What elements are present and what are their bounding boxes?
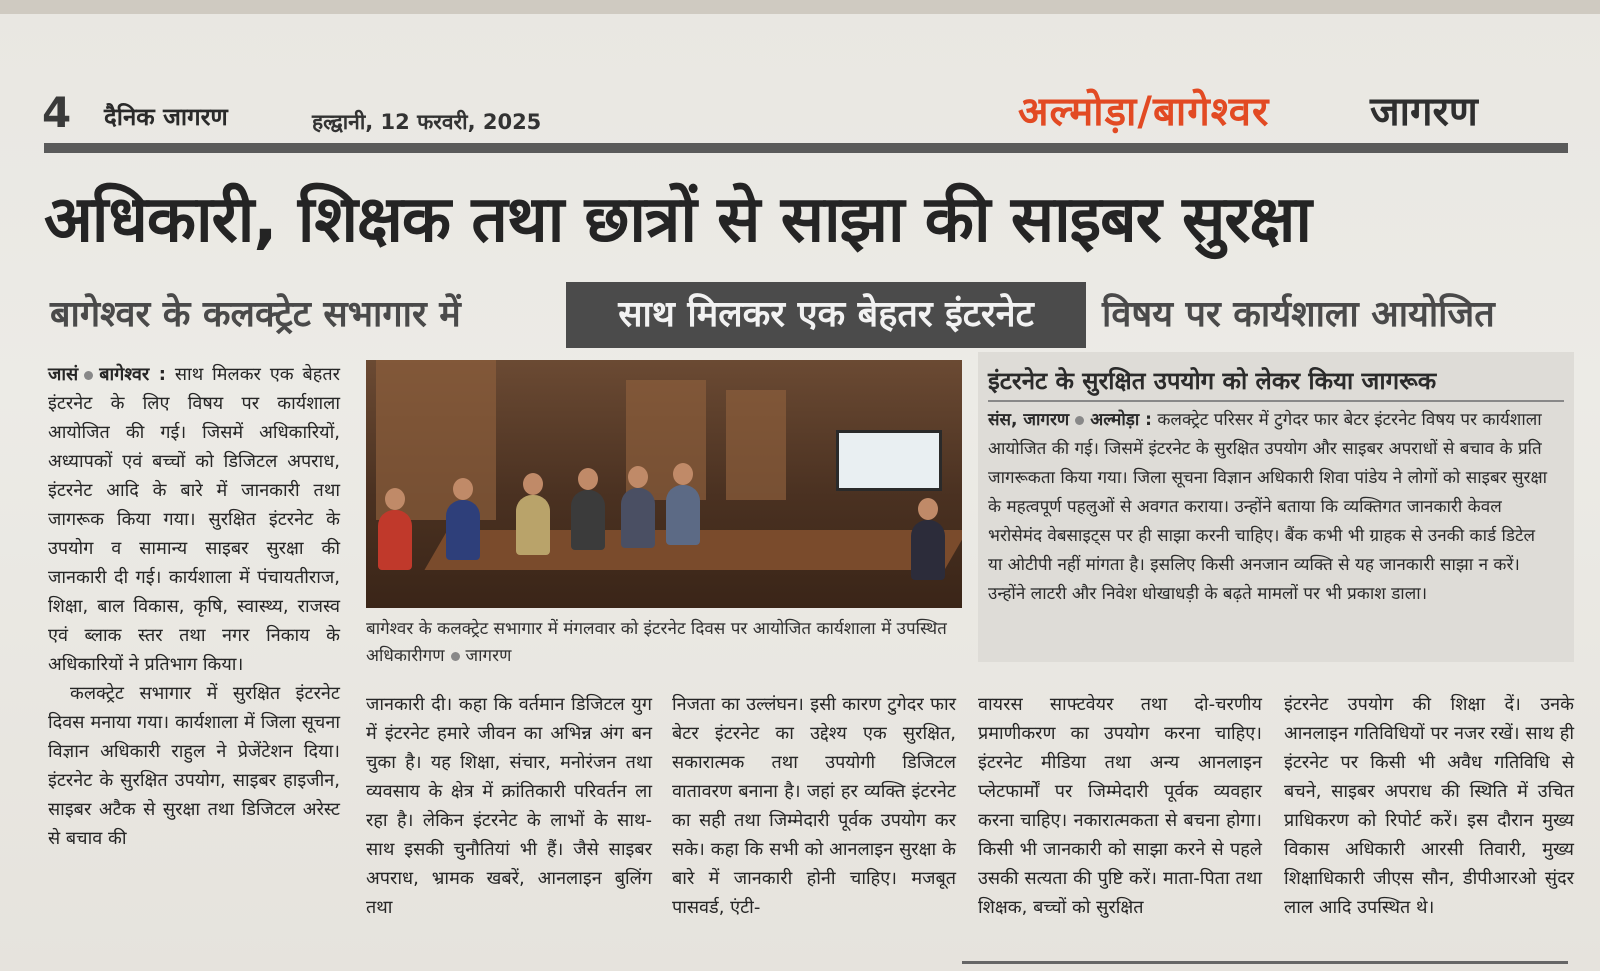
paper-name: दैनिक जागरण — [104, 103, 228, 131]
article-column-3: निजता का उल्लंघन। इसी कारण टुगेदर फार बेटर इंटरनेट का उद्देश्य एक सुरक्षित, सकारात्मक तथा उपयोगी डिजिटल वातावरण बनाना है। जहां हर व्यक्ति इंटरनेट का सही तथा जिम्मेदारी पूर्वक उपयोग कर सके। कहा कि सभी को आनलाइन सुरक्षा के बारे में जानकारी होनी चाहिए। मजबूत पासवर्ड, एंटी- — [672, 694, 956, 918]
attendee-head — [578, 468, 598, 490]
page-number: 4 — [42, 88, 72, 137]
subhead-highlight: साथ मिलकर एक बेहतर इंटरनेट — [566, 282, 1086, 348]
attendee-figure — [446, 500, 480, 560]
attendee-head — [385, 488, 405, 510]
subhead-pre: बागेश्वर के कलक्ट्रेट सभागार में — [50, 294, 461, 335]
lead-paragraph — [48, 360, 340, 679]
attendee-head — [523, 473, 543, 495]
headline: अधिकारी, शिक्षक तथा छात्रों से साझा की साइबर सुरक्षा — [44, 183, 1311, 257]
sidebar-title: इंटरनेट के सुरक्षित उपयोग को लेकर किया जागरूक — [988, 367, 1437, 395]
attendee-head — [918, 498, 938, 520]
attendee-figure — [911, 520, 945, 580]
bottom-rule — [962, 961, 1568, 964]
photo-caption — [366, 616, 962, 670]
lead-text: साथ मिलकर एक बेहतर इंटरनेट के लिए विषय पर कार्यशाला आयोजित की गई। जिसमें अधिकारियों, अध्यापकों एवं बच्चों को डिजिटल अपराध, इंटरनेट आदि के बारे में जानकारी तथा जागरूक किया गया। सुरक्षित इंटरनेट के उपयोग व सामान्य साइबर सुरक्षा की जानकारी दी गई। कार्यशाला में पंचायतीराज, शिक्षा, बाल विकास, कृषि, स्वास्थ्य, राजस्व एवं ब्लाक स्तर तथा नगर निकाय के अधिकारियों ने प्रतिभाग किया। — [48, 364, 340, 675]
attendee-figure — [516, 495, 550, 555]
edition-brand: जागरण — [1370, 89, 1478, 135]
photo-wall-panel — [726, 390, 786, 500]
article-column-4: वायरस साफ्टवेयर तथा दो-चरणीय प्रमाणीकरण का उपयोग करना चाहिए। इंटरनेट मीडिया तथा अन्य आनलाइन प्लेटफार्मों पर जिम्मेदारी पूर्वक व्यवहार करना चाहिए। नकारात्मकता से बचना होगा। किसी भी जानकारी को साझा करने से पहले उसकी सत्यता की पुष्टि करें। माता-पिता तथा शिक्षक, बच्चों को सुरक्षित — [978, 694, 1262, 918]
bullet-dot-icon — [1075, 416, 1084, 425]
sidebar-body — [988, 406, 1554, 609]
projector-screen — [836, 430, 942, 491]
article-column-1 — [48, 360, 340, 853]
attendee-head — [673, 463, 693, 485]
byline-place: बागेश्वर : — [99, 364, 166, 385]
article-column-5: इंटरनेट उपयोग की शिक्षा दें। उनके आनलाइन गतिविधियों पर नजर रखें। साथ ही इंटरनेट पर किसी भी अवैध गतिविधि से बचने, साइबर अपराध की स्थिति में उचित प्राधिकरण को रिपोर्ट करें। इस दौरान मुख्य विकास अधिकारी आरसी तिवारी, मुख्य शिक्षाधिकारी जीएस सौन, डीपीआरओ सुंदर लाल आदि उपस्थित थे। — [1284, 694, 1574, 918]
sidebar-story — [978, 352, 1574, 662]
attendee-figure — [621, 488, 655, 548]
attendee-figure — [666, 485, 700, 545]
masthead — [0, 0, 1600, 150]
photo-credit: जागरण — [465, 646, 512, 666]
paragraph: कलक्ट्रेट सभागार में सुरक्षित इंटरनेट दिवस मनाया गया। कार्यशाला में जिला सूचना विज्ञान अधिकारी राहुल ने प्रेजेंटेशन दिया। इंटरनेट के सुरक्षित उपयोग, साइबर हाइजीन, साइबर अटैक से सुरक्षा तथा डिजिटल अरेस्ट से बचाव की — [48, 683, 340, 849]
bullet-dot-icon — [451, 652, 460, 661]
attendee-figure — [378, 510, 412, 570]
edition-name: अल्मोड़ा/बागेश्वर — [1018, 89, 1270, 135]
masthead-rule — [44, 143, 1568, 153]
subheadline — [44, 282, 1568, 348]
sidebar-byline: संस, जागरण — [988, 410, 1070, 430]
sidebar-rule — [988, 400, 1564, 402]
subhead-post: विषय पर कार्यशाला आयोजित — [1102, 294, 1495, 335]
sidebar-text: कलक्ट्रेट परिसर में टुगेदर फार बेटर इंटरनेट विषय पर कार्यशाला आयोजित की गई। जिसमें इंटरनेट के सुरक्षित उपयोग और साइबर अपराधों से बचाव के प्रति जागरूकता किया गया। जिला सूचना विज्ञान अधिकारी शिवा पांडेय ने लोगों को साइबर सुरक्षा के महत्वपूर्ण पहलुओं से अवगत कराया। उन्होंने बताया कि व्यक्तिगत जानकारी केवल भरोसेमंद वेबसाइट्स पर ही साझा करनी चाहिए। बैंक कभी भी ग्राहक से उनकी कार्ड डिटेल या ओटीपी नहीं मांगता है। इसलिए किसी अनजान व्यक्ति से यह जानकारी साझा न करें। उन्होंने लाटरी और निवेश धोखाधड़ी के बढ़ते मामलों पर भी प्रकाश डाला। — [988, 410, 1548, 604]
article-column-2: जानकारी दी। कहा कि वर्तमान डिजिटल युग में इंटरनेट हमारे जीवन का अभिन्न अंग बन चुका है। यह शिक्षा, संचार, मनोरंजन तथा व्यवसाय के क्षेत्र में क्रांतिकारी परिवर्तन ला रहा है। लेकिन इंटरनेट के लाभों के साथ-साथ इसकी चुनौतियां भी हैं। जैसे साइबर अपराध, भ्रामक खबरें, आनलाइन बुलिंग तथा — [366, 694, 652, 918]
attendee-head — [628, 466, 648, 488]
news-photo — [366, 360, 962, 608]
attendee-figure — [571, 490, 605, 550]
attendee-head — [453, 478, 473, 500]
byline: जासं — [48, 364, 79, 385]
sidebar-byline-place: अल्मोड़ा : — [1090, 410, 1152, 430]
caption-text: बागेश्वर के कलक्ट्रेट सभागार में मंगलवार को इंटरनेट दिवस पर आयोजित कार्यशाला में उपस्थित अधिकारीगण — [366, 619, 947, 666]
bullet-dot-icon — [84, 371, 93, 380]
dateline: हल्द्वानी, 12 फरवरी, 2025 — [312, 110, 542, 134]
